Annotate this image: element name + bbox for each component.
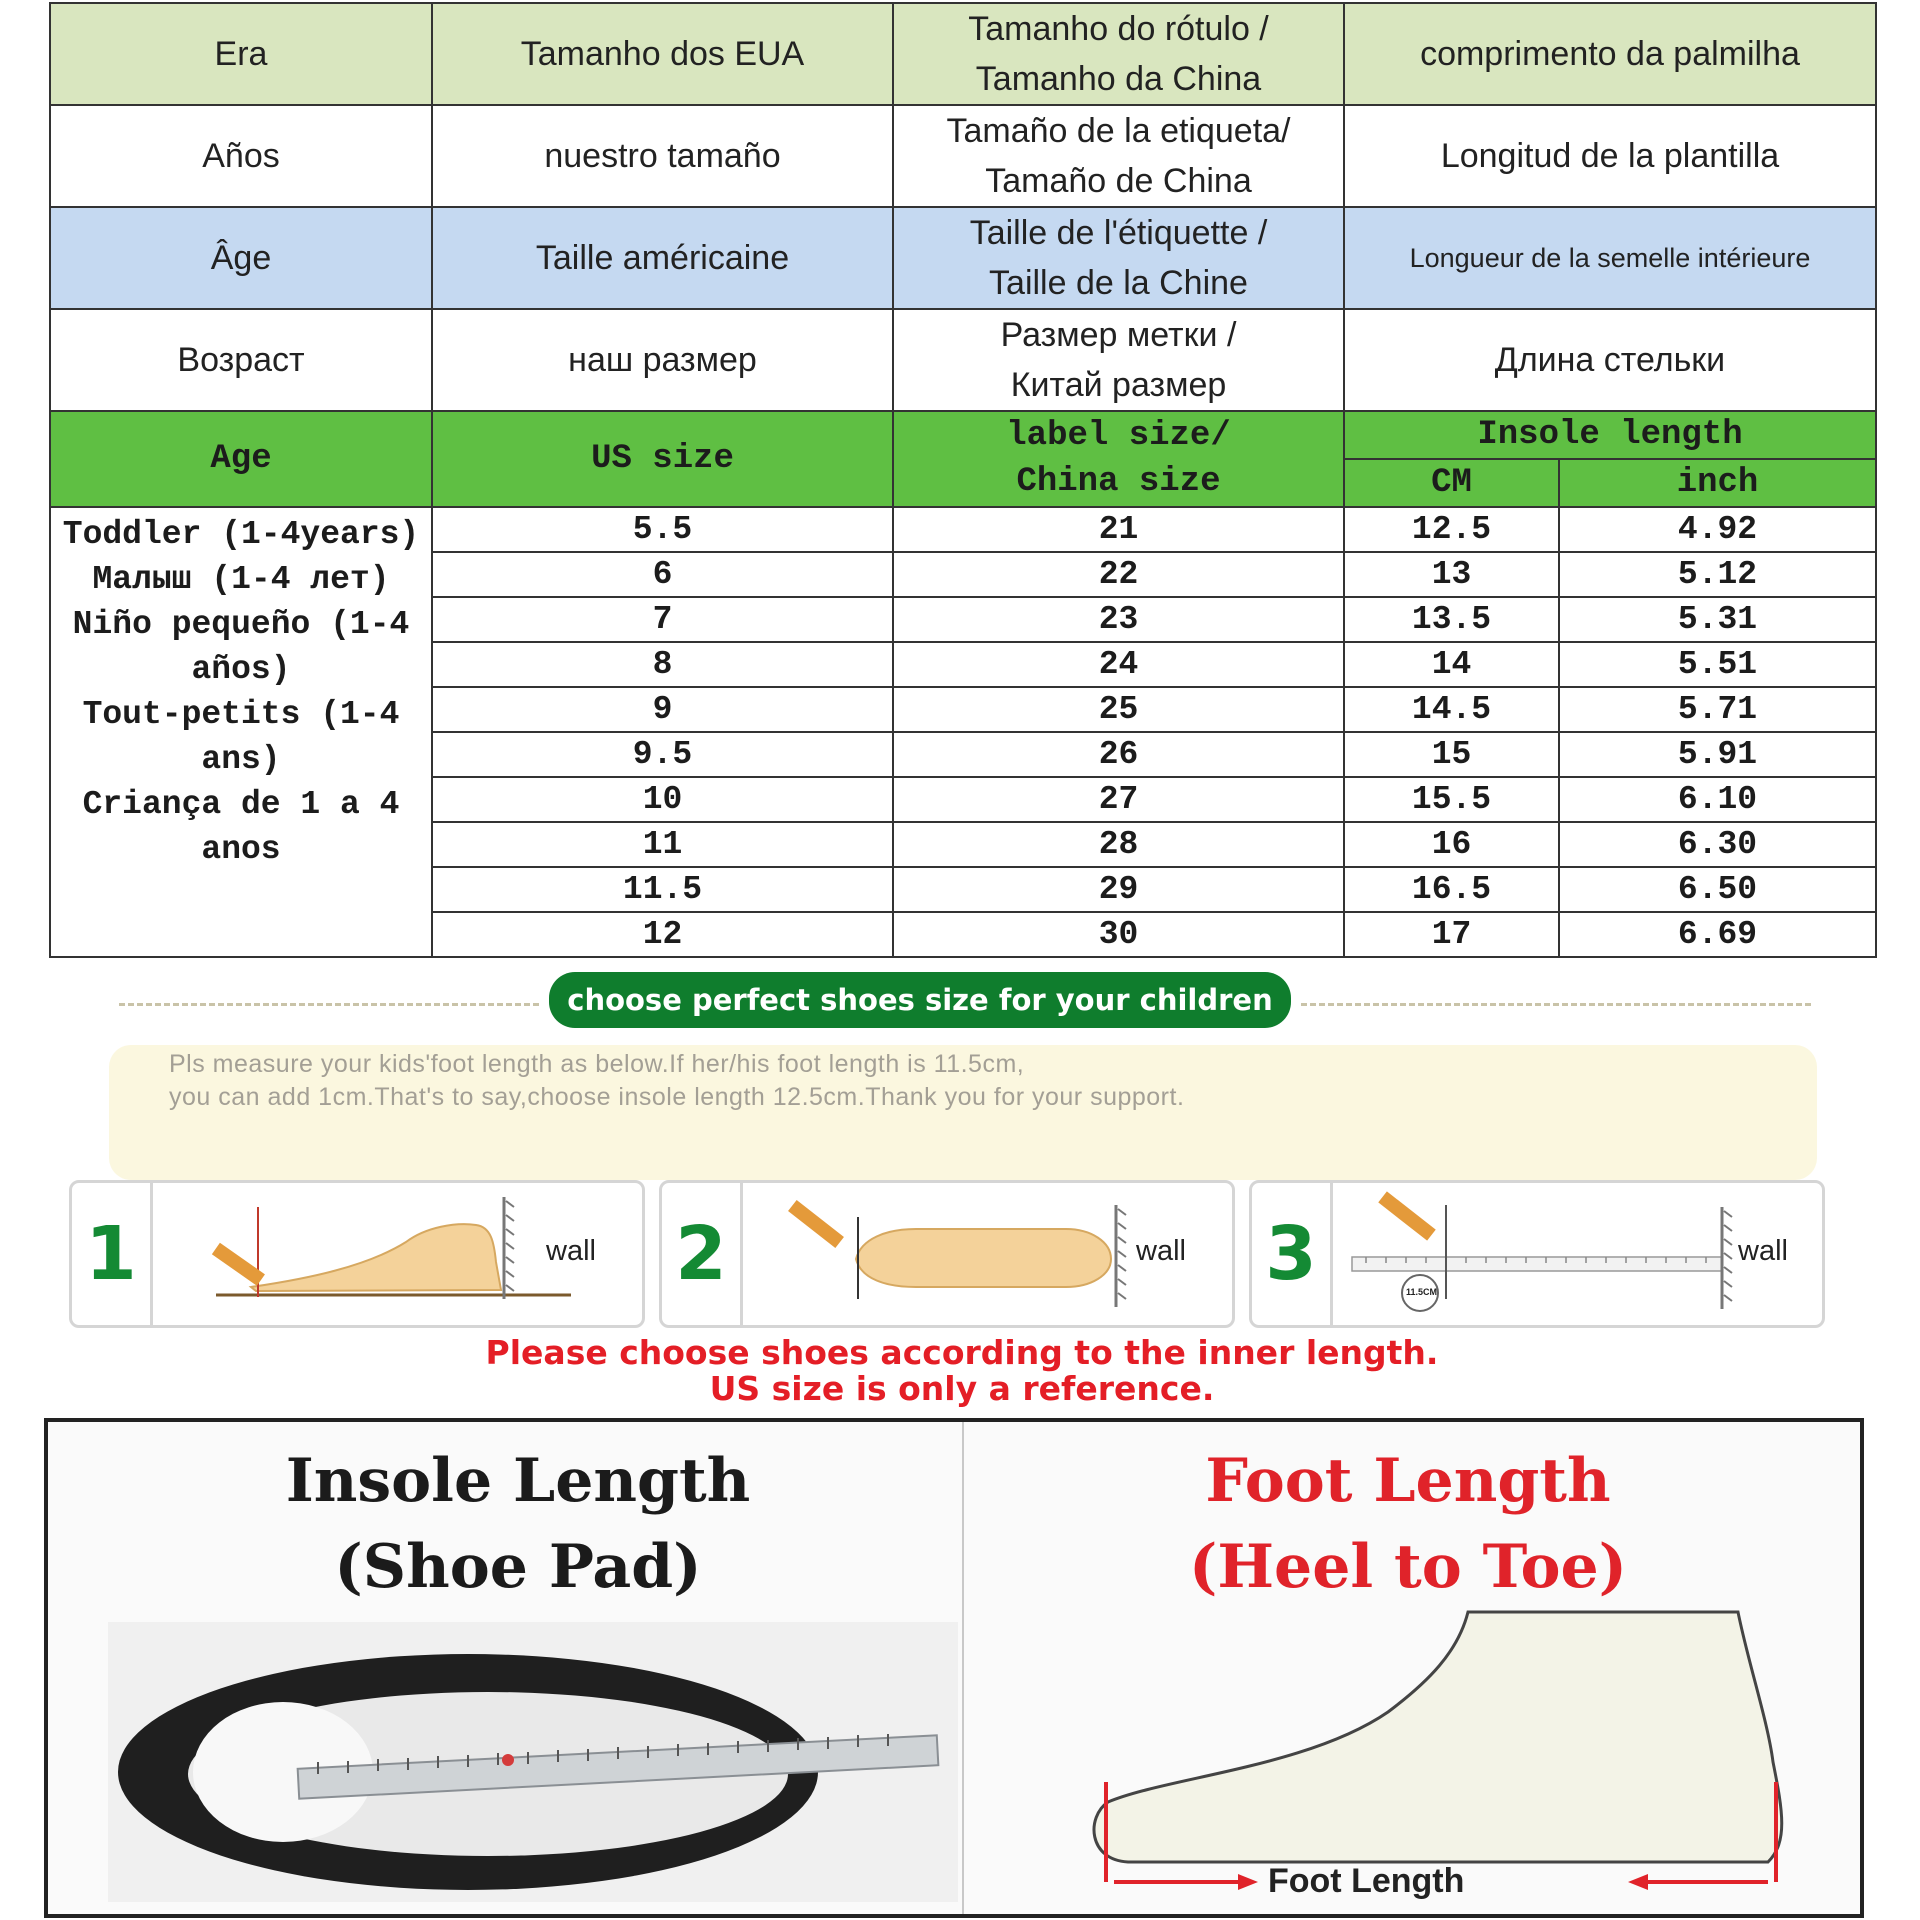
inch-cell: 5.31 [1559,597,1876,642]
instruction-line: you can add 1cm.That's to say,choose insole length 12.5cm.Thank you for your support. [169,1083,1185,1111]
measurement-badge: 11.5CM [1406,1287,1438,1297]
header-insole-length: Длина стельки [1344,309,1876,411]
header-age: Años [50,105,432,207]
measuring-guide [49,955,1875,1408]
china-size-cell: 29 [893,867,1344,912]
us-size-cell: 9 [432,687,893,732]
wall-label: wall [1738,1235,1788,1267]
step-number: 3 [1252,1183,1333,1325]
dashed-divider [1301,1003,1811,1006]
china-size-cell: 22 [893,552,1344,597]
inch-cell: 5.12 [1559,552,1876,597]
age-label-ru: Малыш (1-4 лет) [92,561,390,598]
header-cm: CM [1344,459,1559,507]
header-age: Era [50,3,432,105]
header-row-portuguese [50,3,1876,105]
table-row [50,507,1876,552]
cm-cell: 12.5 [1344,507,1559,552]
us-size-cell: 8 [432,642,893,687]
china-size-cell: 28 [893,822,1344,867]
header-us-size: Taille américaine [432,207,893,309]
wall-label: wall [546,1235,596,1267]
header-row-french [50,207,1876,309]
cm-cell: 13 [1344,552,1559,597]
us-size-cell: 12 [432,912,893,957]
cm-cell: 15.5 [1344,777,1559,822]
insole-title: Insole Length (Shoe Pad) [285,1446,751,1602]
measure-step-3 [1249,1180,1825,1328]
china-size-cell: 25 [893,687,1344,732]
size-chart-table [49,2,1877,958]
instruction-line: Pls measure your kids'foot length as below.If her/his foot length is 11.5cm, [169,1050,1025,1078]
us-size-cell: 5.5 [432,507,893,552]
shoe-insole-photo [108,1622,958,1902]
us-size-cell: 9.5 [432,732,893,777]
cm-cell: 16 [1344,822,1559,867]
cm-cell: 16.5 [1344,867,1559,912]
inch-cell: 6.69 [1559,912,1876,957]
china-size-cell: 21 [893,507,1344,552]
panel-divider [962,1422,964,1914]
header-label-size: Размер метки / Китай размер [893,309,1344,411]
inch-cell: 5.91 [1559,732,1876,777]
header-inch: inch [1559,459,1876,507]
header-us-size: наш размер [432,309,893,411]
china-size-cell: 24 [893,642,1344,687]
age-label-fr: Tout-petits (1-4 ans) [82,696,400,778]
cm-cell: 15 [1344,732,1559,777]
age-group-cell [50,507,432,957]
length-comparison-panels [44,1418,1864,1918]
us-size-cell: 6 [432,552,893,597]
cm-cell: 14.5 [1344,687,1559,732]
age-label-es: Niño pequeño (1-4 años) [72,606,410,688]
header-age: Âge [50,207,432,309]
header-label-size: Tamanho do rótulo / Tamanho da China [893,3,1344,105]
header-row-russian [50,309,1876,411]
china-size-cell: 26 [893,732,1344,777]
china-size-cell: 30 [893,912,1344,957]
inch-cell: 5.51 [1559,642,1876,687]
header-label-size: Taille de l'étiquette / Taille de la Chine [893,207,1344,309]
inch-cell: 6.30 [1559,822,1876,867]
warning-line: Please choose shoes according to the inner length. [485,1333,1439,1372]
age-label-en: Toddler (1-4years) [62,516,420,553]
header-row-spanish [50,105,1876,207]
cm-cell: 17 [1344,912,1559,957]
inch-cell: 6.10 [1559,777,1876,822]
cm-cell: 14 [1344,642,1559,687]
foot-title: Foot Length (Heel to Toe) [1188,1446,1628,1602]
dashed-divider [119,1003,539,1006]
age-label-pt: Criança de 1 a 4 anos [82,786,400,868]
header-us-size: Tamanho dos EUA [432,3,893,105]
step-number: 2 [662,1183,743,1325]
inch-cell: 5.71 [1559,687,1876,732]
cm-cell: 13.5 [1344,597,1559,642]
header-insole-length-en: Insole length [1344,411,1876,459]
foot-heel-to-toe-illustration [1048,1592,1808,1902]
header-insole-length: Longitud de la plantilla [1344,105,1876,207]
guide-banner: choose perfect shoes size for your children [549,972,1291,1028]
step-number: 1 [72,1183,153,1325]
us-size-cell: 10 [432,777,893,822]
warning-line: US size is only a reference. [709,1369,1215,1408]
wall-label: wall [1136,1235,1186,1267]
us-size-cell: 11.5 [432,867,893,912]
inch-cell: 6.50 [1559,867,1876,912]
foot-length-caption: Foot Length [1268,1862,1465,1900]
header-us-size: nuestro tamaño [432,105,893,207]
china-size-cell: 23 [893,597,1344,642]
header-age-en: Age [50,411,432,507]
header-us-size-en: US size [432,411,893,507]
us-size-cell: 7 [432,597,893,642]
header-insole-length: Longueur de la semelle intérieure [1344,207,1876,309]
inch-cell: 4.92 [1559,507,1876,552]
us-size-cell: 11 [432,822,893,867]
header-label-size-en: label size/ China size [893,411,1344,507]
header-label-size: Tamaño de la etiqueta/ Tamaño de China [893,105,1344,207]
header-insole-length: comprimento da palmilha [1344,3,1876,105]
china-size-cell: 27 [893,777,1344,822]
header-row-english [50,411,1876,459]
measure-step-1 [69,1180,645,1328]
header-age: Возраст [50,309,432,411]
measure-step-2 [659,1180,1235,1328]
